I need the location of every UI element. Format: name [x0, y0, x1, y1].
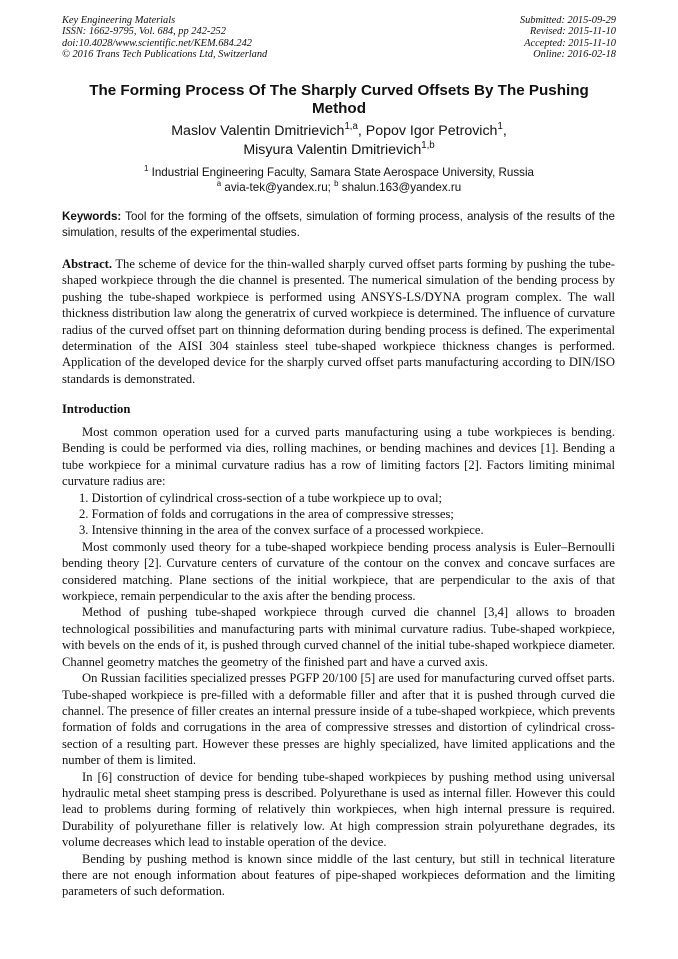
keywords: [62, 209, 615, 240]
paragraph: On Russian facilities specialized presses PGFP 20/100 [5] are used for manufacturing curved offset parts. Tube-shaped workpiece is pre-filled with a deformable filler and after that it is pushed through curved die channel. The presence of filler creates an internal pressure inside of a tube-shaped workpiece, which prevents formation of folds and corrugations in the area of compressive stresses and distortion of cylindrical cross-section of a resulting part. However these presses are highly specialized, have limited applications and the number of them is limited.: [62, 671, 615, 768]
journal-name: Key Engineering Materials: [62, 15, 176, 26]
paragraph: In [6] construction of device for bending tube-shaped workpieces by pushing method using universal hydraulic metal sheet stamping press is described. Polyurethane is used as internal filler. However this could lead to problems during forming of relatively thin workpieces, when high internal pressure is required. Durability of polyurethane filler is relatively low. At high compression strain polyurethane degrades, its volume decreases which lead to instable operation of the device.: [62, 769, 615, 850]
section-heading: Introduction: [62, 402, 131, 416]
online-date: Online: 2016-02-18: [533, 48, 616, 60]
author-name: Misyura Valentin Dmitrievich: [243, 142, 422, 158]
doi-line: doi:10.4028/www.scientific.net/KEM.684.242: [62, 37, 252, 49]
paragraph: Most common operation used for a curved parts manufacturing using a tube workpieces is bending. Bending is could be performed via dies, rolling machines, or bending machines and devices [1]. Bending a tube workpiece for a minimal curvature radius has a row of limiting factors [2]. Factors limiting minimal curvature radius are:: [62, 425, 615, 489]
affiliation-text: Industrial Engineering Faculty, Samara State Aerospace University, Russia: [151, 166, 534, 179]
affiliation-mark: 1: [144, 163, 149, 173]
affiliation-block: [62, 165, 616, 195]
list-item: 1. Distortion of cylindrical cross-section of a tube workpiece up to oval;: [79, 490, 443, 505]
publication-dates: [520, 15, 616, 60]
accepted-date: Accepted: 2015-11-10: [524, 37, 616, 49]
author-separator: ,: [357, 123, 366, 139]
author-name: Maslov Valentin Dmitrievich: [171, 123, 345, 139]
author-affiliation-mark: 1,a: [344, 120, 358, 132]
email-mark: b: [334, 178, 339, 188]
author-affiliation-mark: 1: [497, 120, 503, 132]
email-link[interactable]: shalun.163@yandex.ru: [341, 181, 462, 194]
copyright-line: © 2016 Trans Tech Publications Ltd, Switzerland: [62, 48, 268, 60]
list-item: 3. Intensive thinning in the area of the convex surface of a processed workpiece.: [79, 523, 484, 538]
author-affiliation-mark: 1,b: [421, 139, 435, 151]
email-link[interactable]: avia-tek@yandex.ru;: [224, 181, 331, 194]
paragraph: Method of pushing tube-shaped workpiece through curved die channel [3,4] allows to broaden technological possibilities and manufacturing parts with minimal curvature radius. Tube-shaped workpiece, with bevels on the ends of it, is pushed through curved channel of the initial tube-shaped workpiece diameter. Channel geometry matches the geometry of the finished part and have a curved axis.: [62, 605, 615, 669]
author-name: Popov Igor Petrovich: [365, 123, 498, 139]
keywords-label: Keywords:: [62, 210, 122, 223]
abstract-text: The scheme of device for the thin-walled sharply curved offset parts forming by pushing the tube-shaped workpiece through the die channel is presented. The numerical simulation of the bending process by pushing the tube-shaped workpiece is performed using ANSYS-LS/DYNA program complex. The wall thickness distribution law along the generatrix of curved workpiece is determined. The influence of curvature radius of the curved offset part on thinning deformation during bending process is defined. The experimental determination of the AISI 304 stainless steel tube-shaped workpiece thickness changes is performed. Application of the developed device for the sharply curved offset parts manufacturing according to DIN/ISO standards is demonstrated.: [62, 257, 615, 386]
revised-date: Revised: 2015-11-10: [529, 26, 616, 38]
introduction-body: [62, 424, 615, 900]
abstract-label: Abstract.: [62, 257, 113, 271]
paper-title: The Forming Process Of The Sharply Curved Offsets By The Pushing Method: [89, 82, 589, 117]
paragraph: Most commonly used theory for a tube-shaped workpiece bending process analysis is Euler–Bernoulli bending theory [2]. Curvature centers of curvature of the contour on the convex and concave surfaces are considered matching. Plane sections of the initial workpiece, that are perpendicular to the axis of that workpiece, remain perpendicular to the axis after the bending process.: [62, 539, 615, 604]
author-list: [62, 122, 616, 160]
list-item: 2. Formation of folds and corrugations in the area of compressive stresses;: [79, 507, 454, 522]
paragraph: Bending by pushing method is known since middle of the last century, but still in technical literature there are not enough information about features of pipe-shaped workpieces deformation and the limiting parameters of such deformation.: [62, 851, 615, 899]
email-mark: a: [216, 178, 222, 188]
abstract: [62, 256, 615, 387]
keywords-text: Tool for the forming of the offsets, simulation of forming process, analysis of the results of the simulation, results of the experimental studies.: [62, 210, 616, 239]
journal-info: [62, 15, 267, 60]
issn-line: ISSN: 1662-9795, Vol. 684, pp 242-252: [62, 26, 226, 38]
submitted-date: Submitted: 2015-09-29: [519, 15, 616, 26]
author-separator: ,: [502, 123, 507, 139]
